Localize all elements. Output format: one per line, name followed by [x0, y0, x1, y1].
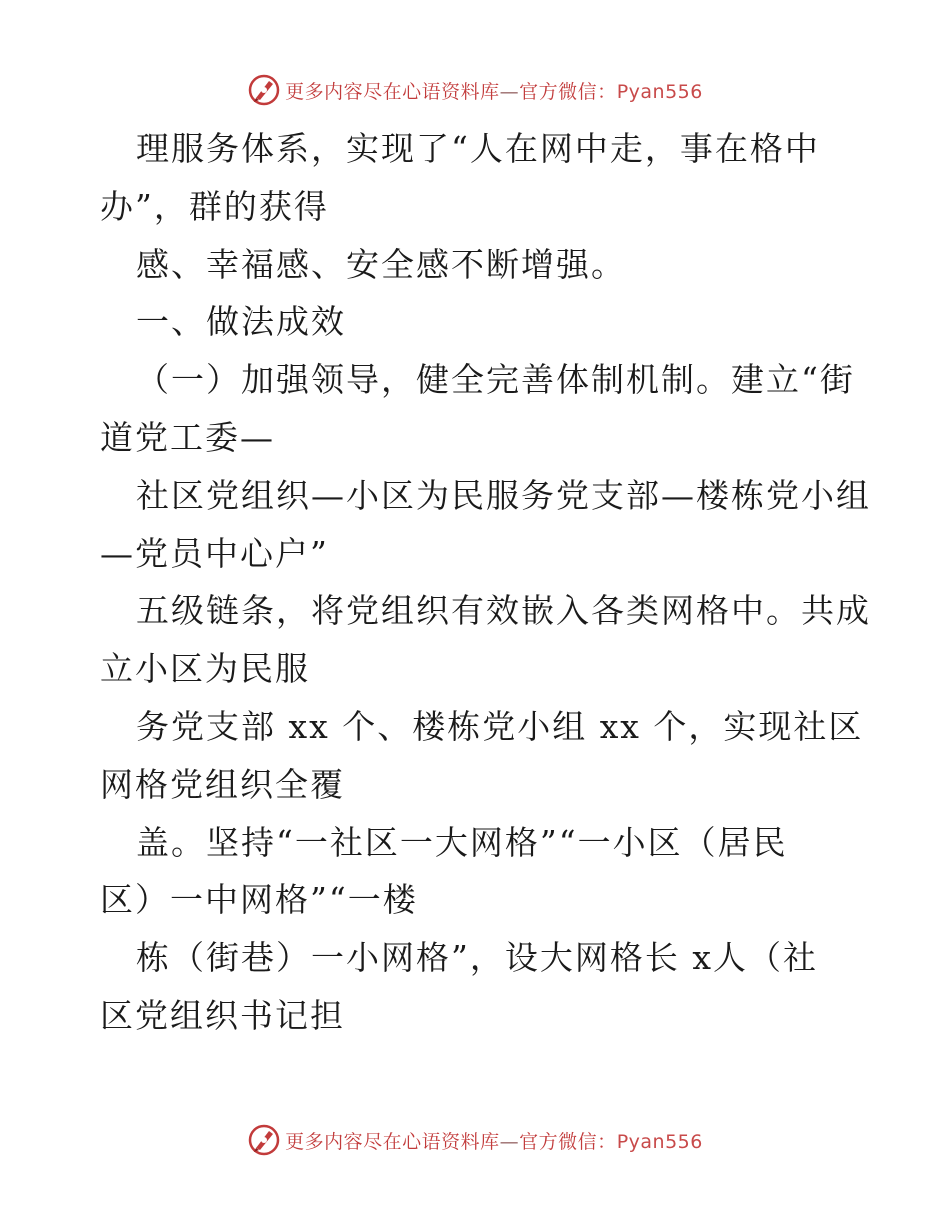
- body-line: 道党工委—: [100, 417, 275, 457]
- footer-watermark: [0, 1120, 950, 1160]
- body-line: 栋（街巷）一小网格”，设大网格长 x人（社: [136, 938, 818, 978]
- watermark-wechat-label: 官方微信：: [519, 80, 617, 103]
- document-body: [100, 120, 871, 1045]
- quill-seal-icon: [247, 1123, 281, 1157]
- body-line: 感、幸福感、安全感不断增强。: [136, 244, 626, 284]
- header-watermark: [0, 70, 950, 110]
- body-line: 社区党组织—小区为民服务党支部—楼栋党小组: [136, 475, 871, 515]
- watermark-main: 更多内容尽在心语资料库: [285, 80, 500, 103]
- watermark-wechat-label: 官方微信：: [519, 1130, 617, 1153]
- section-heading: 一、做法成效: [136, 302, 346, 342]
- subsection-heading: （一）加强领导，健全完善体制机制。建立“街: [136, 360, 855, 400]
- watermark-text: [285, 1127, 703, 1154]
- body-line: 务党支部 xx 个、楼栋党小组 xx 个，实现社区: [136, 706, 864, 746]
- quill-seal-icon: [247, 73, 281, 107]
- body-line: 理服务体系，实现了“人在网中走，事在格中: [136, 129, 820, 168]
- watermark-wechat-id: Pyan556: [616, 80, 703, 103]
- body-line: 网格党组织全覆: [100, 764, 345, 804]
- body-line: 立小区为民服: [100, 649, 310, 689]
- watermark-separator: —: [499, 80, 520, 103]
- watermark-main: 更多内容尽在心语资料库: [285, 1130, 500, 1153]
- watermark-wechat-id: Pyan556: [616, 1130, 703, 1153]
- body-line: 盖。坚持“一社区一大网格”“一小区（居民: [136, 822, 788, 862]
- body-line: —党员中心户”: [100, 533, 329, 573]
- watermark-text: [285, 77, 703, 104]
- body-line: 五级链条，将党组织有效嵌入各类网格中。共成: [136, 591, 871, 631]
- watermark-separator: —: [499, 1130, 520, 1153]
- body-line: 区）一中网格”“一楼: [100, 880, 418, 920]
- body-line: 办”，群的获得: [100, 186, 329, 226]
- body-line: 区党组织书记担: [100, 995, 345, 1035]
